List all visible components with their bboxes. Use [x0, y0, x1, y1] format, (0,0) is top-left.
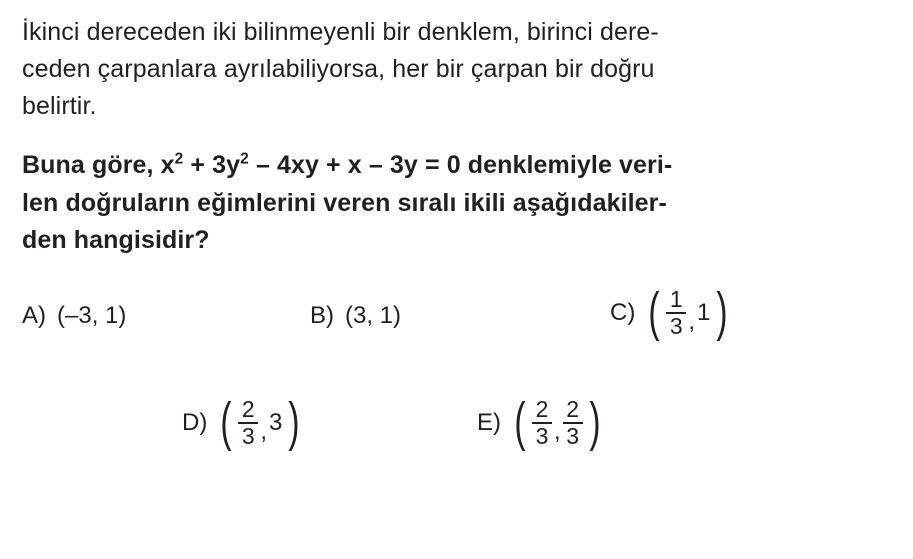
numerator: 2 — [241, 395, 255, 422]
choice-e-inner — [529, 395, 586, 449]
comma: , — [553, 417, 561, 445]
close-paren: ) — [716, 281, 728, 342]
open-paren: ( — [220, 391, 232, 452]
close-paren: ) — [288, 391, 300, 452]
numerator: 1 — [669, 285, 683, 312]
denominator: 3 — [669, 312, 683, 339]
choice-a-letter: A) — [22, 301, 46, 329]
choice-c-value — [645, 281, 731, 342]
intro-line-2: ceden çarpanlara ayrılabiliyorsa, her bir çarpan bir doğru — [22, 55, 655, 83]
choice-e[interactable] — [477, 391, 604, 452]
question-lead: Buna göre, x — [22, 151, 175, 179]
question-line-3: den hangisidir? — [22, 226, 210, 254]
choice-c-letter: C) — [610, 298, 636, 326]
choice-b[interactable] — [310, 302, 402, 330]
choice-d-value — [217, 391, 303, 452]
exponent-x: 2 — [174, 150, 184, 168]
choice-a-value: (–3, 1) — [57, 301, 127, 329]
choice-c-fraction-1 — [666, 285, 686, 339]
question-line-1 — [22, 147, 891, 185]
choices-row-1 — [22, 276, 891, 366]
question-mid-1: + 3y — [183, 151, 241, 179]
comma: , — [688, 307, 695, 335]
choice-d-fraction-1 — [238, 395, 258, 449]
choice-c-second: 1 — [696, 298, 711, 326]
choice-d-letter: D) — [182, 408, 208, 436]
open-paren: ( — [648, 281, 660, 342]
choice-e-fraction-2 — [563, 395, 583, 449]
denominator: 3 — [535, 422, 549, 449]
comma: , — [260, 417, 267, 445]
choice-a[interactable] — [22, 302, 127, 330]
choice-e-fraction-1 — [532, 395, 552, 449]
question-statement — [22, 147, 891, 260]
numerator: 2 — [566, 395, 580, 422]
exponent-y: 2 — [240, 150, 249, 168]
question-mid-2: – 4xy + x – 3y = 0 denklemiyle veri- — [248, 151, 673, 179]
choices-row-2 — [22, 390, 891, 500]
choice-e-letter: E) — [477, 408, 501, 436]
open-paren: ( — [514, 391, 526, 452]
choice-d-second: 3 — [268, 408, 283, 436]
intro-line-3: belirtir. — [22, 92, 97, 120]
intro-line-1: İkinci dereceden iki bilinmeyenli bir denklem, birinci dere- — [22, 18, 659, 46]
numerator: 2 — [535, 395, 549, 422]
intro-paragraph — [22, 14, 891, 125]
choice-b-letter: B) — [310, 301, 334, 329]
choice-c-inner — [663, 285, 713, 339]
close-paren: ) — [589, 391, 601, 452]
choice-d-inner — [235, 395, 285, 449]
denominator: 3 — [566, 422, 580, 449]
denominator: 3 — [241, 422, 255, 449]
question-line-2: len doğruların eğimlerini veren sıralı ikili aşağıdakiler- — [22, 188, 667, 217]
choice-c[interactable] — [610, 281, 731, 342]
choice-b-value: (3, 1) — [345, 301, 402, 329]
choice-e-value — [511, 391, 604, 452]
choice-d[interactable] — [182, 391, 303, 452]
